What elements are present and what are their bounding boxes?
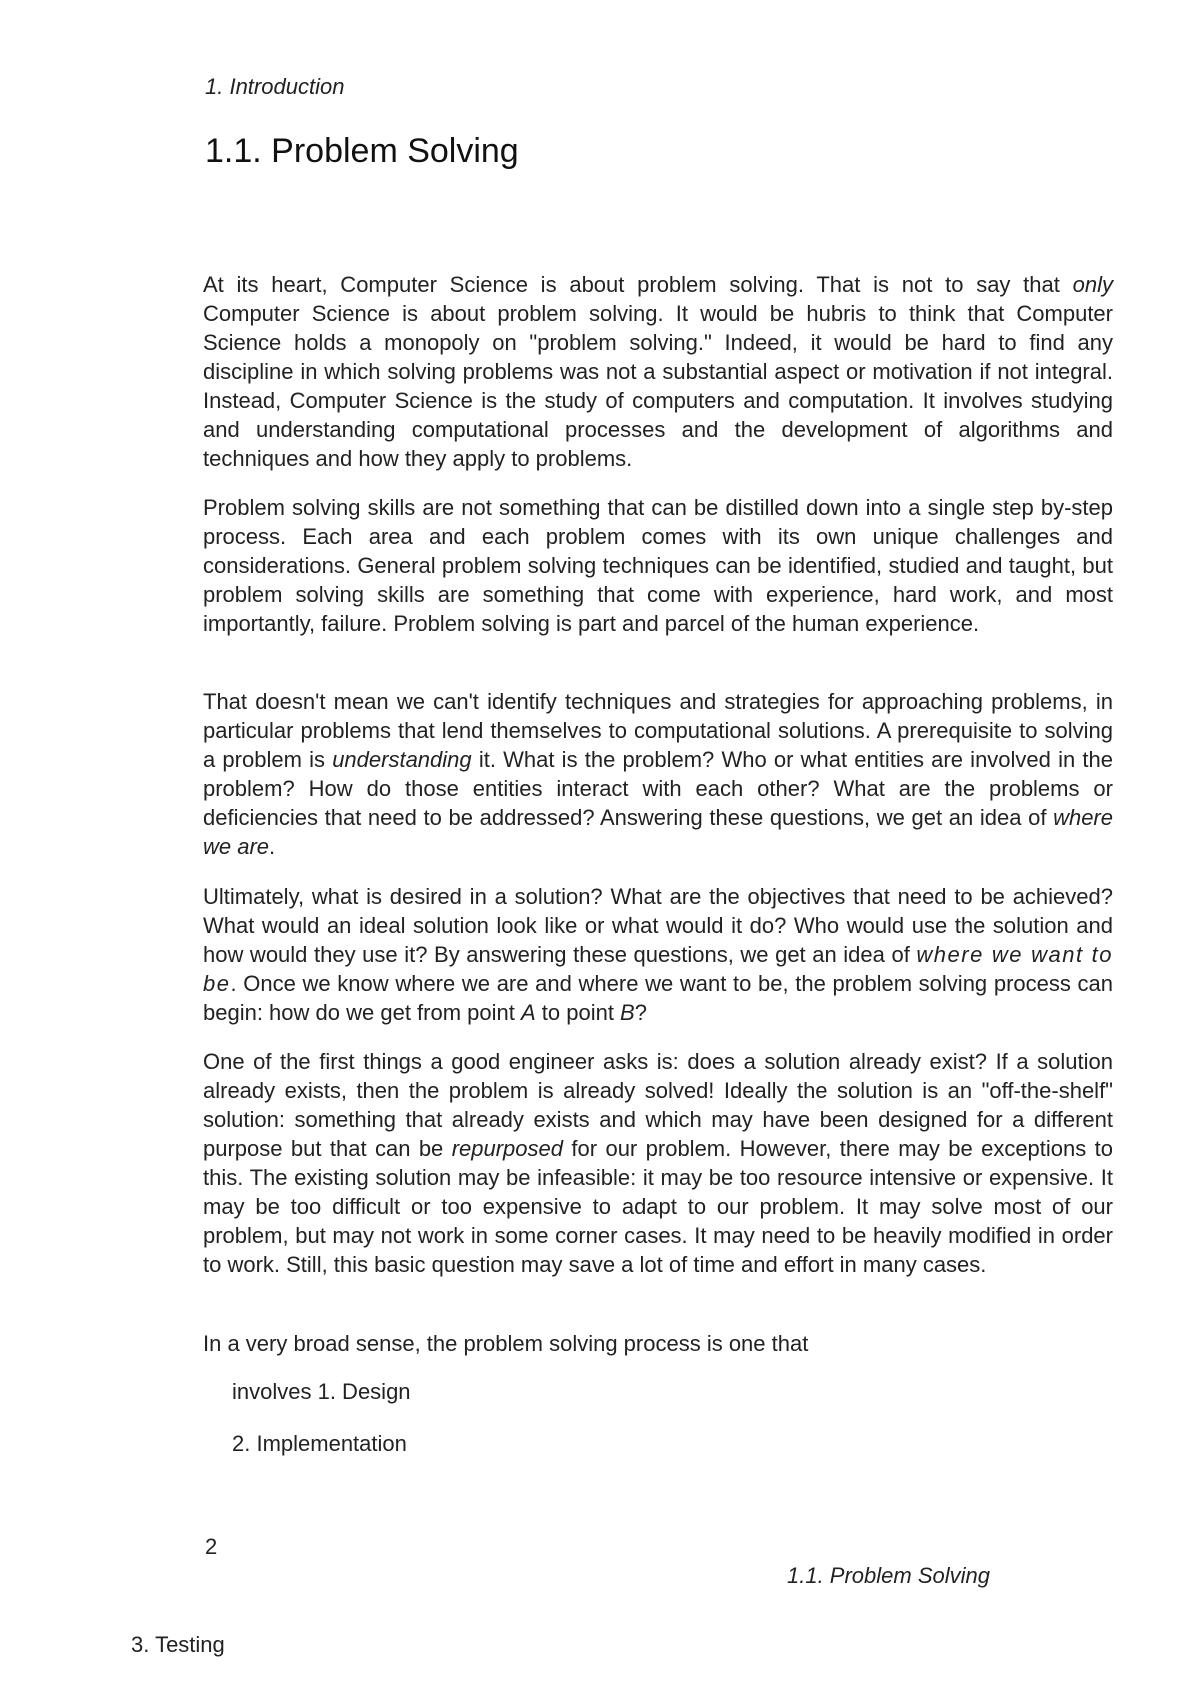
text-segment: In a very broad sense, the problem solving process is one that	[203, 1331, 809, 1356]
text-segment: . Once we know where we are and where we want to be, the problem solving process can begin: how do we get from point	[203, 971, 1113, 1025]
list-item-design: involves 1. Design	[232, 1379, 411, 1404]
paragraph	[203, 687, 1113, 861]
text-segment: for our problem. However, there may be exceptions to this. The existing solution may be infeasible: it may be too resource intensive or expensive. It may be too difficult or too expensive to adapt to our problem. It may solve most of our problem, but may not work in some corner cases. It may need to be heavily modified in order to work. Still, this basic question may save a lot of time and effort in many cases.	[203, 1136, 1113, 1277]
emphasized-text: understanding	[332, 747, 472, 772]
text-segment: Computer Science is about problem solving. It would be hubris to think that Computer Science holds a monopoly on "problem solving." Indeed, it would be hard to find any discipline in which solving problems was not a substantial aspect or motivation if not integral. Instead, Computer Science is the study of computers and computation. It involves studying and understanding computational processes and the development of algorithms and techniques and how they apply to problems.	[203, 301, 1113, 471]
emphasized-text: where we want to be	[203, 942, 1113, 996]
text-segment: it. What is the problem? Who or what entities are involved in the problem? How do those entities interact with each other? What are the problems or deficiencies that need to be addressed? Answering these questions, we get an idea of	[203, 747, 1113, 830]
text-segment: to point	[535, 1000, 621, 1025]
paragraph	[203, 1047, 1113, 1279]
text-segment: .	[269, 834, 276, 859]
text-segment: One of the first things a good engineer asks is: does a solution already exist? If a solution already exists, then the problem is already solved! Ideally the solution is an "off-the-shelf" solution: something that already exists and which may have been designed for a different purpose but that can be	[203, 1049, 1113, 1161]
paragraph	[203, 270, 1113, 473]
emphasized-text: only	[1072, 272, 1113, 297]
text-segment: At its heart, Computer Science is about problem solving. That is not to say that	[203, 272, 1073, 297]
paragraph	[203, 882, 1113, 1027]
emphasized-text: repurposed	[451, 1136, 563, 1161]
page-title: 1.1. Problem Solving	[205, 132, 519, 170]
text-segment: Ultimately, what is desired in a solution? What are the objectives that need to be achieved? What would an ideal solution look like or what would it do? Who would use the solution and how would they use it? By answering these questions, we get an idea of	[203, 884, 1113, 967]
page-number: 2	[205, 1534, 218, 1559]
running-foot: 1.1. Problem Solving	[787, 1563, 990, 1588]
list-item-implementation: 2. Implementation	[232, 1431, 407, 1456]
emphasized-text: A	[520, 1000, 536, 1025]
paragraph	[203, 1329, 1113, 1358]
text-segment: That doesn't mean we can't identify techniques and strategies for approaching problems, in particular problems that lend themselves to computational solutions. A prerequisite to solving a problem is	[203, 689, 1113, 772]
paragraph	[203, 493, 1113, 638]
running-head: 1. Introduction	[205, 74, 345, 99]
text-segment: ?	[634, 1000, 647, 1025]
emphasized-text: where we are	[203, 805, 1113, 859]
list-item-testing: 3. Testing	[131, 1632, 225, 1657]
text-segment: Problem solving skills are not something that can be distilled down into a single step by-step process. Each area and each problem comes with its own unique challenges and considerations. General problem solving techniques can be identified, studied and taught, but problem solving skills are something that come with experience, hard work, and most importantly, failure. Problem solving is part and parcel of the human experience.	[203, 495, 1113, 636]
emphasized-text: B	[620, 1000, 635, 1025]
